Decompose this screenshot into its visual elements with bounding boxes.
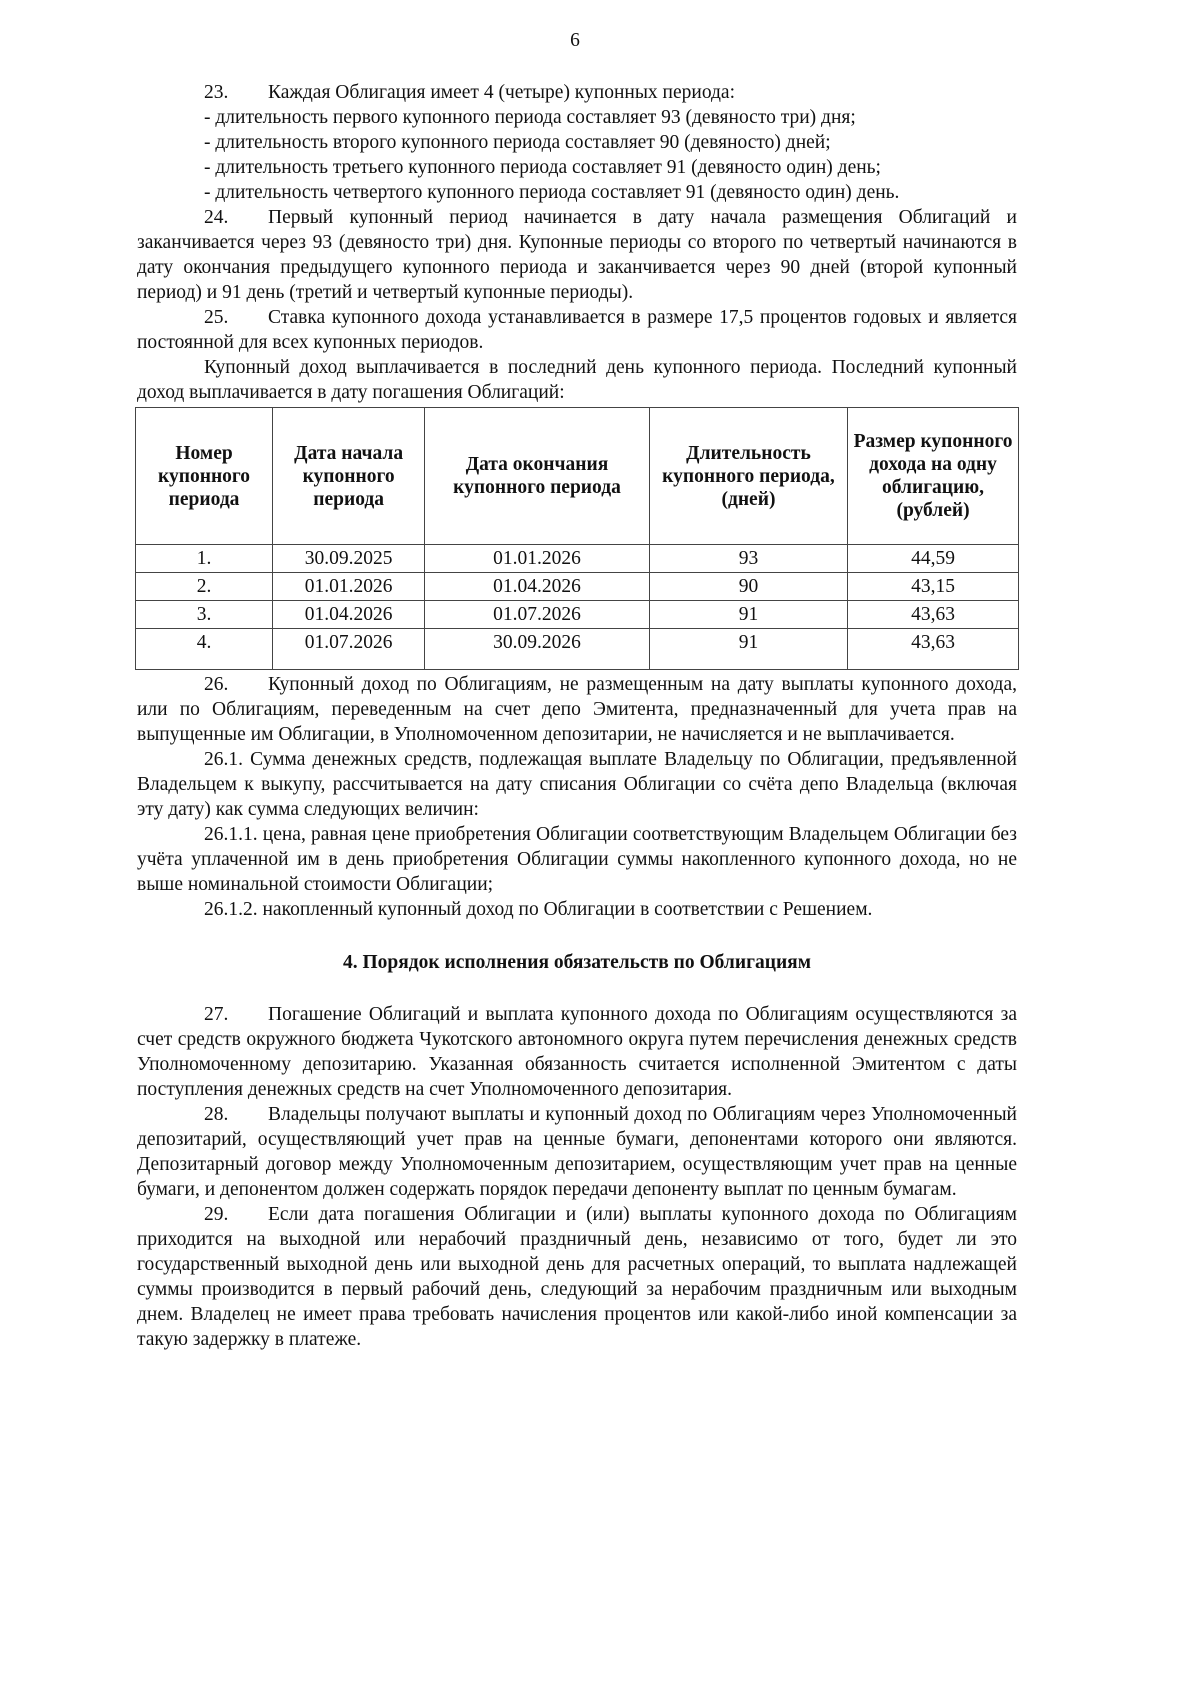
paragraph (137, 105, 1017, 130)
column-header: Номер купонного периода (136, 408, 273, 545)
paragraph-text: 26.1. Сумма денежных средств, подлежащая выплате Владельцу по Облигации, предъявленной Владельцем к выкупу, рассчитывается на дату списания Облигации со счёта депо Владельца (включая эту дату) как сумма следующих величин: (137, 749, 1017, 820)
paragraph (137, 1002, 1017, 1102)
table-row (136, 573, 1019, 601)
table-row (136, 601, 1019, 629)
paragraph-number: 24. (204, 207, 229, 228)
paragraph-text: - длительность третьего купонного периода составляет 91 (девяносто один) день; (204, 157, 881, 178)
paragraph (137, 1102, 1017, 1202)
paragraph-text: - длительность второго купонного периода составляет 90 (девяносто) дней; (204, 132, 831, 153)
table-cell: 01.04.2026 (425, 573, 650, 601)
paragraph (137, 180, 1017, 205)
table-cell: 01.01.2026 (425, 545, 650, 573)
table-cell: 01.04.2026 (273, 601, 425, 629)
paragraph-text: Ставка купонного дохода устанавливается в размере 17,5 процентов годовых и является постоянной для всех купонных периодов. (137, 307, 1017, 353)
table-cell: 91 (649, 629, 847, 670)
section-heading: 4. Порядок исполнения обязательств по Облигациям (342, 952, 812, 973)
paragraph-text: 26.1.2. накопленный купонный доход по Облигации в соответствии с Решением. (204, 899, 873, 920)
paragraph-number: 26. (204, 674, 229, 695)
paragraph (137, 747, 1017, 822)
table-cell: 1. (136, 545, 273, 573)
paragraph (137, 672, 1017, 747)
paragraph-text: Купонный доход по Облигациям, не размещенным на дату выплаты купонного дохода, или по Облигациям, переведенным на счет депо Эмитента, предназначенный для учета прав на выпущенные им Облигации, в Уполномоченном депозитарии, не начисляется и не выплачивается. (137, 674, 1017, 745)
document-body (137, 80, 1017, 1352)
table-body (136, 545, 1019, 670)
paragraph-number: 27. (204, 1004, 229, 1025)
table-cell: 93 (649, 545, 847, 573)
paragraph-number: 29. (204, 1204, 229, 1225)
paragraph (137, 155, 1017, 180)
paragraph-text: 26.1.1. цена, равная цене приобретения Облигации соответствующим Владельцем Облигации без учёта уплаченной им в день приобретения Облигации суммы накопленного купонного дохода, но не выше номинальной стоимости Облигации; (137, 824, 1017, 895)
paragraph (137, 355, 1017, 405)
column-header: Дата окончания купонного периода (425, 408, 650, 545)
paragraph-text: Купонный доход выплачивается в последний день купонного периода. Последний купонный доход выплачивается в дату погашения Облигаций: (137, 357, 1017, 403)
table-cell: 01.07.2026 (273, 629, 425, 670)
paragraph-text: Если дата погашения Облигации и (или) выплаты купонного дохода по Облигациям приходится на выходной или нерабочий праздничный день, независимо от того, будет ли это государственный выходной день или выходной день для расчетных операций, то выплата надлежащей суммы производится в первый рабочий день, следующий за нерабочим праздничным или выходным днем. Владелец не имеет права требовать начисления процентов или какой-либо иной компенсации за такую задержку в платеже. (137, 1204, 1017, 1350)
table-cell: 01.07.2026 (425, 601, 650, 629)
table-cell: 3. (136, 601, 273, 629)
table-cell: 30.09.2025 (273, 545, 425, 573)
paragraphs-top (137, 80, 1017, 405)
paragraph-number: 25. (204, 307, 229, 328)
table-cell: 90 (649, 573, 847, 601)
coupon-table (135, 407, 1019, 670)
table-row (136, 545, 1019, 573)
column-header: Длительность купонного периода, (дней) (649, 408, 847, 545)
paragraph (137, 822, 1017, 897)
paragraph (137, 1202, 1017, 1352)
paragraph (137, 205, 1017, 305)
table-cell: 2. (136, 573, 273, 601)
paragraph-number: 28. (204, 1104, 229, 1125)
table-cell: 01.01.2026 (273, 573, 425, 601)
paragraph-text: - длительность четвертого купонного периода составляет 91 (девяносто один) день. (204, 182, 900, 203)
column-header: Дата начала купонного периода (273, 408, 425, 545)
paragraph (137, 130, 1017, 155)
table-row (136, 629, 1019, 670)
table-header-row (136, 408, 1019, 545)
paragraph-text: - длительность первого купонного периода составляет 93 (девяносто три) дня; (204, 107, 856, 128)
table-cell: 43,63 (848, 629, 1019, 670)
page-number: 6 (570, 30, 580, 51)
table-cell: 43,63 (848, 601, 1019, 629)
paragraph-text: Владельцы получают выплаты и купонный доход по Облигациям через Уполномоченный депозитарий, осуществляющий учет прав на ценные бумаги, депонентами которого они являются. Депозитарный договор между Уполномоченным депозитарием, осуществляющим учет прав на ценные бумаги, и депонентом должен содержать порядок передачи депоненту выплат по ценным бумагам. (137, 1104, 1017, 1200)
table-cell: 91 (649, 601, 847, 629)
paragraph (137, 80, 1017, 105)
paragraph (137, 897, 1017, 922)
paragraph-text: Первый купонный период начинается в дату начала размещения Облигаций и заканчивается через 93 (девяносто три) дня. Купонные периоды со второго по четвертый начинаются в дату окончания предыдущего купонного периода и заканчивается через 90 дней (второй купонный период) и 91 день (третий и четвертый купонные периоды). (137, 207, 1017, 303)
table-cell: 30.09.2026 (425, 629, 650, 670)
table-cell: 4. (136, 629, 273, 670)
paragraphs-bottom (137, 1002, 1017, 1352)
paragraph-text: Погашение Облигаций и выплата купонного дохода по Облигациям осуществляются за счет средств окружного бюджета Чукотского автономного округа путем перечисления денежных средств Уполномоченному депозитарию. Указанная обязанность считается исполненной Эмитентом с даты поступления денежных средств на счет Уполномоченного депозитария. (137, 1004, 1017, 1100)
paragraphs-mid (137, 672, 1017, 922)
table-cell: 44,59 (848, 545, 1019, 573)
table-cell: 43,15 (848, 573, 1019, 601)
paragraph-number: 23. (204, 82, 229, 103)
column-header: Размер купонного дохода на одну облигацию, (рублей) (848, 408, 1019, 545)
paragraph-text: Каждая Облигация имеет 4 (четыре) купонных периода: (268, 82, 736, 103)
paragraph (137, 305, 1017, 355)
